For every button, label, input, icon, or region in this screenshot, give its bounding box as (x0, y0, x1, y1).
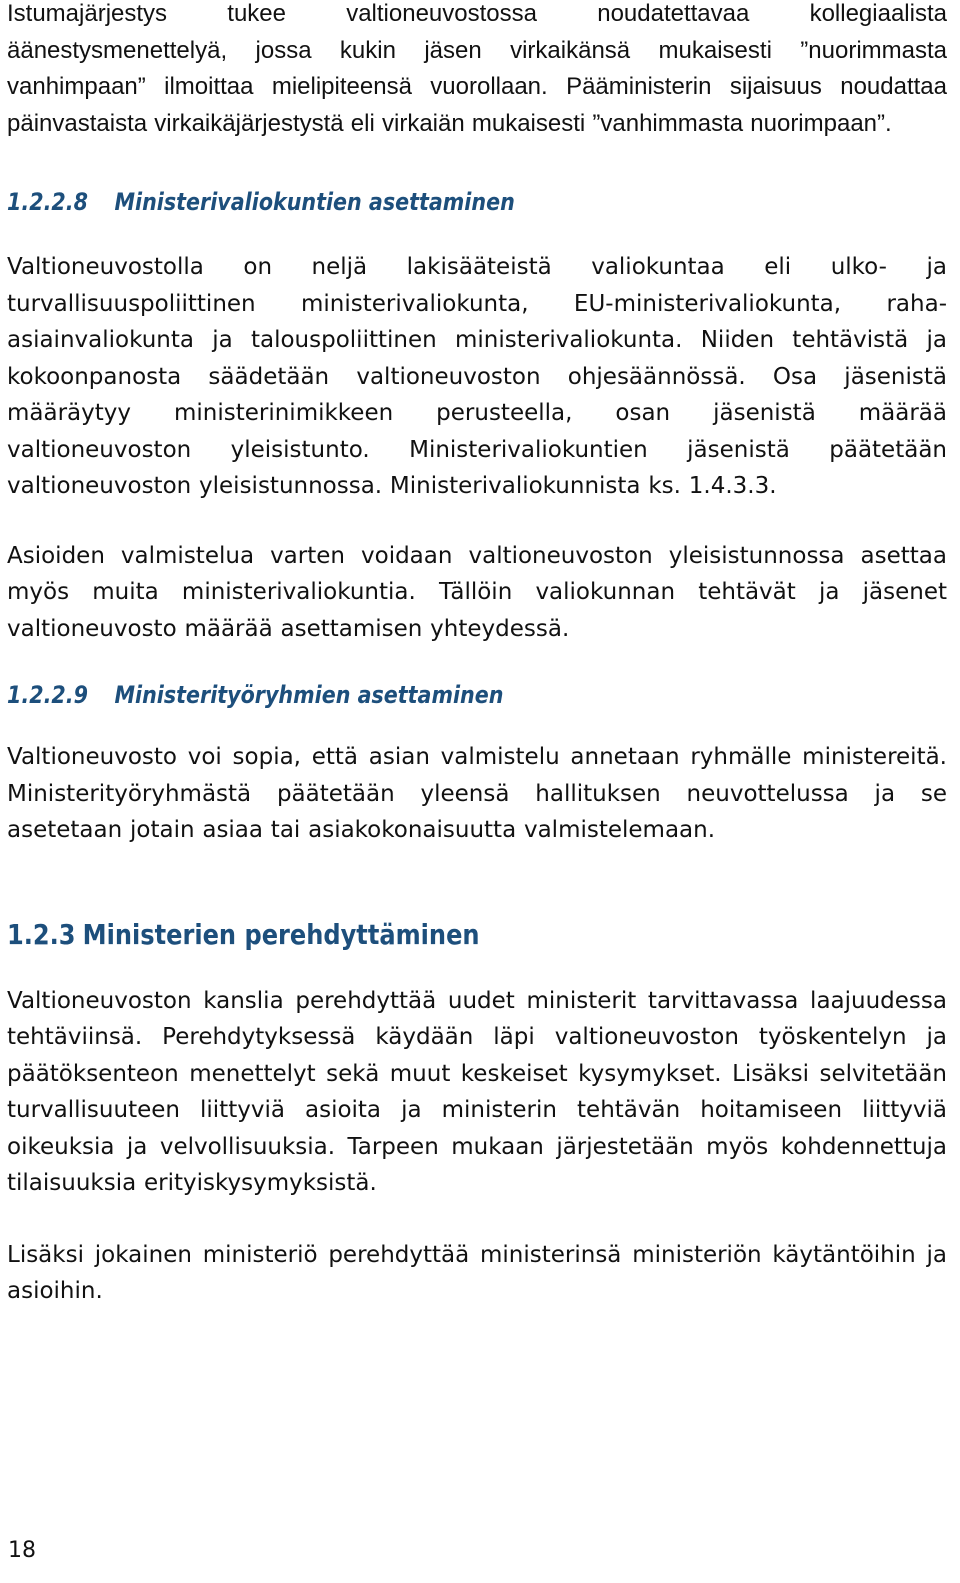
paragraph-muut-valiokunnat: Asioiden valmistelua varten voidaan valtioneuvoston yleisistunnossa asettaa myös muita ministerivaliokuntia. Tällöin valiokunnan tehtävät ja jäsenet valtioneuvosto määrää asettamisen yhteydessä. (7, 542, 947, 642)
section-number: 1.2.2.9 (7, 681, 88, 709)
section-number: 1.2.2.8 (7, 188, 88, 216)
section-title: Ministerivaliokuntien asettaminen (114, 188, 515, 216)
paragraph-ministeriot: Lisäksi jokainen ministeriö perehdyttää ministerinsä ministeriön käytäntöihin ja asioihin. (7, 1241, 947, 1304)
section-heading-1228 (7, 184, 815, 220)
document-page (7, 0, 947, 1310)
page-number: 18 (8, 1538, 36, 1563)
section-title: Ministerityöryhmien asettaminen (114, 681, 504, 709)
section-number: 1.2.3 (7, 917, 76, 951)
intro-paragraph: Istumajärjestys tukee valtioneuvostossa noudatettavaa kollegiaalista äänestysmenettelyä, jossa kukin jäsen virkaikänsä mukaisesti ”nuorimmasta vanhimpaan” ilmoittaa mielipiteensä vuorollaan. Pääministerin sijaisuus noudattaa päinvastaista virkaikäjärjestystä eli virkaiän mukaisesti ”vanhimmasta nuorimpaan”. (7, 0, 947, 137)
paragraph-perehdytys: Valtioneuvoston kanslia perehdyttää uudet ministerit tarvittavassa laajuudessa tehtäviinsä. Perehdytyksessä käydään läpi valtioneuvoston työskentelyn ja päätöksenteon menettelyt sekä muut keskeiset kysymykset. Lisäksi selvitetään turvallisuuteen liittyviä asioita ja ministerin tehtävän hoitamiseen liittyviä oikeuksia ja velvollisuuksia. Tarpeen mukaan järjestetään myös kohdennettuja tilaisuuksia erityiskysymyksistä. (7, 987, 947, 1196)
section-title: Ministerien perehdyttäminen (82, 917, 480, 951)
paragraph-valiokunnat: Valtioneuvostolla on neljä lakisääteistä valiokuntaa eli ulko- ja turvallisuuspoliittinen ministerivaliokunta, EU-ministerivaliokunta, raha-asiainvaliokunta ja talouspoliittinen ministerivaliokunta. Niiden tehtävistä ja kokoonpanosta säädetään valtioneuvoston ohjesäännössä. Osa jäsenistä määräytyy ministerinimikkeen perusteella, osan jäsenistä määrää valtioneuvoston yleisistunto. Ministerivaliokuntien jäsenistä päätetään valtioneuvoston yleisistunnossa. Ministerivaliokunnista ks. 1.4.3.3. (7, 254, 947, 499)
section-heading-1229 (7, 677, 815, 713)
section-heading-123 (7, 915, 815, 955)
paragraph-tyoryhmat: Valtioneuvosto voi sopia, että asian valmistelu annetaan ryhmälle ministereitä. Ministerityöryhmästä päätetään yleensä hallituksen neuvottelussa ja se asetetaan jotain asiaa tai asiakokonaisuutta valmistelemaan. (7, 744, 947, 843)
